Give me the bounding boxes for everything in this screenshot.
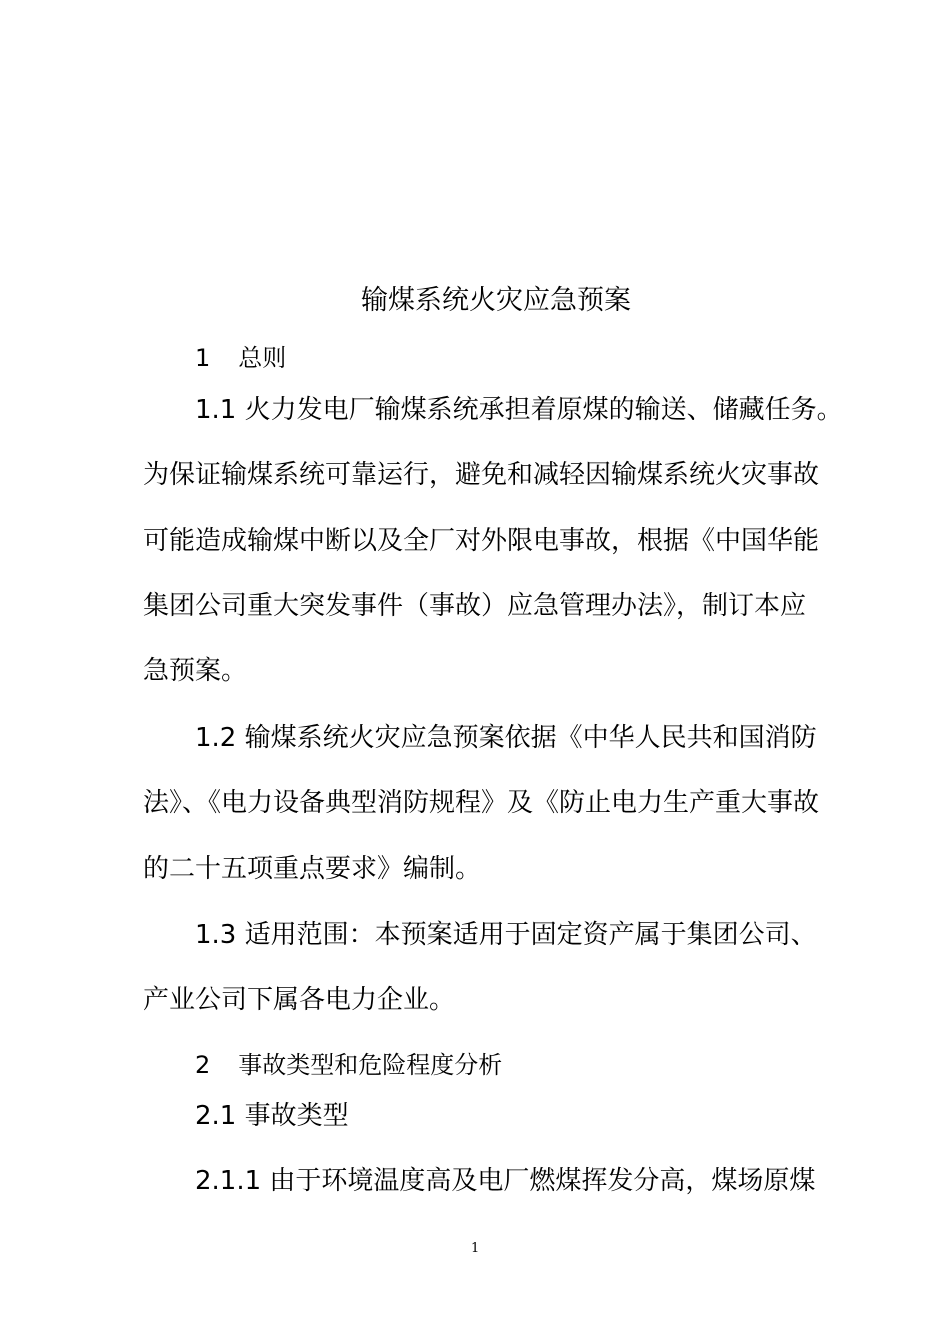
section-1-number: 1 xyxy=(195,344,211,372)
paragraph-1-3-line-2: 产业公司下属各电力企业。 xyxy=(143,985,456,1015)
section-2-1-heading: 2.1 事故类型 xyxy=(195,1101,349,1131)
section-1-title: 总则 xyxy=(238,344,287,372)
paragraph-1-3-line-1: 1.3 适用范围：本预案适用于固定资产属于集团公司、 xyxy=(195,920,817,950)
paragraph-1-2-line-1: 1.2 输煤系统火灾应急预案依据《中华人民共和国消防 xyxy=(195,723,817,753)
section-2-number: 2 xyxy=(195,1051,211,1079)
section-2-heading xyxy=(195,1053,502,1077)
page-number: 1 xyxy=(471,1241,480,1256)
paragraph-1-2-line-3: 的二十五项重点要求》编制。 xyxy=(143,854,482,884)
paragraph-1-1-line-1: 1.1 火力发电厂输煤系统承担着原煤的输送、储藏任务。 xyxy=(195,395,843,425)
paragraph-1-1-line-5: 急预案。 xyxy=(143,656,248,686)
document-title: 输煤系统火灾应急预案 xyxy=(361,285,631,316)
paragraph-1-1-line-2: 为保证输煤系统可靠运行，避免和减轻因输煤系统火灾事故 xyxy=(143,460,820,490)
paragraph-1-1-line-3: 可能造成输煤中断以及全厂对外限电事故，根据《中国华能 xyxy=(143,526,820,556)
section-2-title: 事故类型和危险程度分析 xyxy=(238,1051,503,1079)
section-1-heading xyxy=(195,346,286,370)
paragraph-2-1-1-line-1: 2.1.1 由于环境温度高及电厂燃煤挥发分高，煤场原煤 xyxy=(195,1166,816,1196)
paragraph-1-2-line-2: 法》、《电力设备典型消防规程》及《防止电力生产重大事故 xyxy=(143,788,820,818)
paragraph-1-1-line-4: 集团公司重大突发事件（事故）应急管理办法》，制订本应 xyxy=(143,591,807,621)
